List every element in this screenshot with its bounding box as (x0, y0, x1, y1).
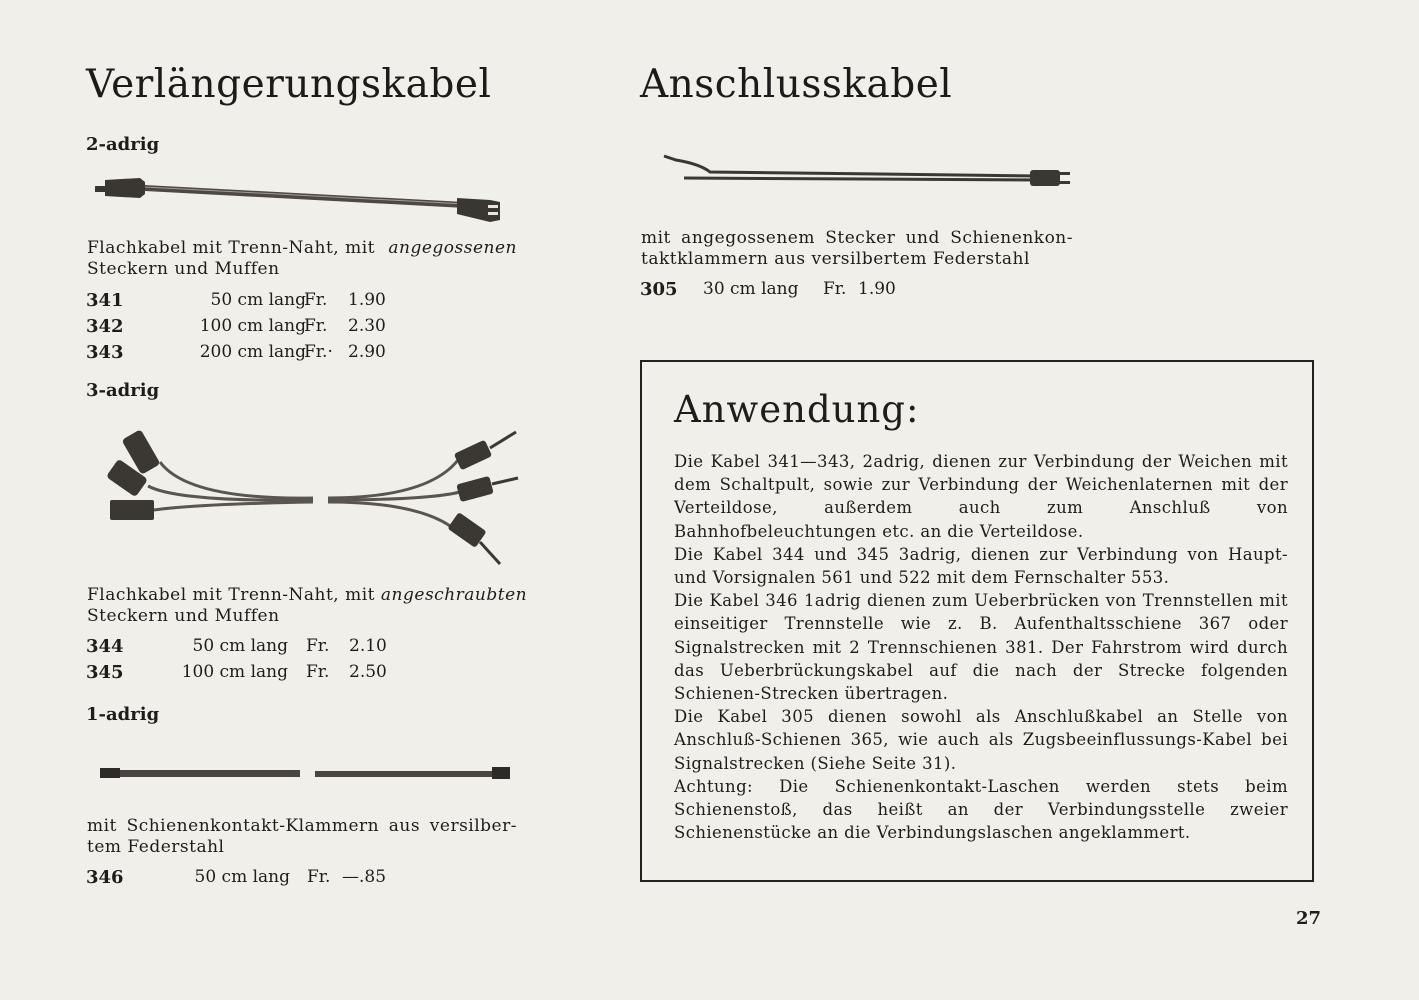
price-row-305 (640, 279, 900, 303)
length: 50 cm lang (192, 636, 288, 656)
desc-2-adrig-line2: Steckern und Muffen (87, 259, 280, 279)
article-number: 345 (86, 662, 124, 683)
length: 200 cm lang (199, 342, 306, 362)
desc-1-adrig (87, 816, 517, 858)
price-row-344 (86, 636, 406, 660)
article-number: 305 (640, 279, 678, 300)
desc-2-adrig-italic: angegossenen (388, 238, 517, 258)
heading-1-adrig: 1-adrig (86, 704, 160, 725)
currency: Fr.· (304, 342, 333, 362)
desc-2-adrig (87, 238, 517, 280)
length: 30 cm lang (703, 279, 799, 299)
article-number: 342 (86, 316, 124, 337)
title-verlaengerungskabel: Verlängerungskabel (86, 62, 492, 107)
desc-anschluss-line1: mit angegossenem Stecker und Schienenkon- (641, 228, 1073, 248)
heading-3-adrig: 3-adrig (86, 380, 160, 401)
cable-2-adrig-image (95, 172, 505, 224)
heading-2-adrig: 2-adrig (86, 134, 160, 155)
desc-3-adrig-line2: Steckern und Muffen (87, 606, 280, 626)
price: 1.90 (858, 279, 896, 299)
price: 2.30 (348, 316, 386, 336)
currency: Fr. (304, 316, 328, 336)
page-number: 27 (1296, 908, 1322, 929)
length: 100 cm lang (181, 662, 288, 682)
price-row-345 (86, 662, 406, 686)
anwendung-paragraph-5: Achtung: Die Schienenkontakt-Laschen werden stets beim Schienenstoß, das heißt an der Verbindungsstelle zweier Schienenstücke an die Verbindungslaschen angeklammert. (674, 776, 1288, 843)
length: 50 cm lang (210, 290, 306, 310)
cable-3-adrig-image (108, 420, 528, 570)
currency: Fr. (306, 662, 330, 682)
article-number: 341 (86, 290, 124, 311)
anwendung-paragraph-2: Die Kabel 344 und 345 3adrig, dienen zur Verbindung von Haupt- und Vorsignalen 561 und 522 mit dem Fernschalter 553. (674, 544, 1288, 588)
desc-3-adrig (87, 585, 528, 627)
desc-anschlusskabel (641, 228, 1073, 270)
article-number: 346 (86, 867, 124, 888)
price: 1.90 (348, 290, 386, 310)
title-anschlusskabel: Anschlusskabel (640, 62, 953, 107)
price: 2.10 (349, 636, 387, 656)
desc-3-adrig-italic: angeschraubten (380, 585, 528, 605)
price-row-343 (86, 342, 406, 366)
price: 2.90 (348, 342, 386, 362)
price-row-342 (86, 316, 406, 340)
anwendung-paragraph-4: Die Kabel 305 dienen sowohl als Anschlußkabel an Stelle von Anschluß-Schienen 365, wie auch als Zugsbeeinflussungs-Kabel bei Signalstrecken (Siehe Seite 31). (674, 707, 1288, 773)
desc-1-adrig-line2: tem Federstahl (87, 837, 225, 857)
anwendung-box (640, 360, 1314, 882)
currency: Fr. (304, 290, 328, 310)
price: 2.50 (349, 662, 387, 682)
article-number: 344 (86, 636, 124, 657)
price-row-346 (86, 867, 406, 891)
anwendung-title: Anwendung: (674, 388, 920, 431)
desc-1-adrig-line1: mit Schienenkontakt-Klammern aus versilber- (87, 816, 517, 836)
desc-anschluss-line2: taktklammern aus versilbertem Federstahl (641, 249, 1030, 269)
price: —.85 (342, 867, 387, 887)
currency: Fr. (823, 279, 847, 299)
article-number: 343 (86, 342, 124, 363)
cable-anschluss-image (660, 150, 1075, 190)
cable-1-adrig-image (100, 765, 514, 783)
anwendung-paragraph-1: Die Kabel 341—343, 2adrig, dienen zur Verbindung der Weichen mit dem Schaltpult, sowie zur Verbindung der Weichenlaternen mit der Verteildose, außerdem auch zum Anschluß von Bahnhofbeleuchtungen etc. an die Verteildose. (674, 452, 1288, 541)
desc-3-adrig-line1: Flachkabel mit Trenn-Naht, mit (87, 585, 381, 605)
currency: Fr. (307, 867, 331, 887)
anwendung-paragraph-3: Die Kabel 346 1adrig dienen zum Ueberbrücken von Trennstellen mit einseitiger Trennstelle wie z. B. Aufenthaltsschiene 367 oder Signalstrecken mit 2 Trennschienen 381. Der Fahrstrom wird durch das Ueberbrückungskabel auf die nach der Strecke folgenden Schienen-Strecken übertragen. (674, 591, 1288, 704)
price-row-341 (86, 290, 406, 314)
currency: Fr. (306, 636, 330, 656)
desc-2-adrig-line1: Flachkabel mit Trenn-Naht, mit (87, 238, 376, 258)
length: 100 cm lang (199, 316, 306, 336)
anwendung-text (674, 450, 1288, 844)
length: 50 cm lang (194, 867, 290, 887)
